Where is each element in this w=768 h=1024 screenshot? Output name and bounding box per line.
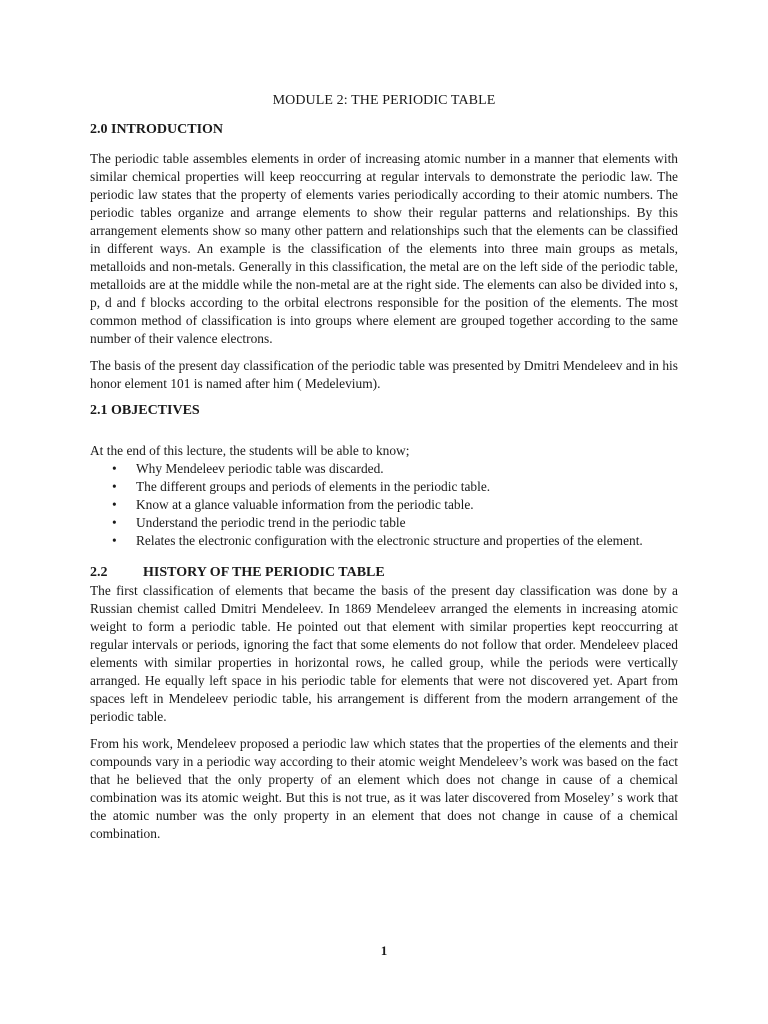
objectives-list [90,460,678,550]
list-item [112,460,678,478]
history-section-number: 2.2 [90,565,108,580]
bullet-icon: • [112,461,117,476]
bullet-icon: • [112,533,117,548]
objective-text: Why Mendeleev periodic table was discarded. [136,461,384,476]
introduction-paragraph-2: The basis of the present day classification of the periodic table was presented by Dmitri Mendeleev and in his honor element 101 is named after him ( Medelevium). [90,358,678,391]
list-item [112,532,678,550]
objectives-intro: At the end of this lecture, the students will be able to know; [90,443,410,458]
history-heading-text: HISTORY OF THE PERIODIC TABLE [143,565,385,580]
list-item [112,514,678,532]
introduction-heading: 2.0 INTRODUCTION [90,122,224,137]
objective-text: Understand the periodic trend in the periodic table [136,515,406,530]
history-heading [90,564,678,582]
bullet-icon: • [112,497,117,512]
list-item [112,478,678,496]
module-title: MODULE 2: THE PERIODIC TABLE [272,93,496,108]
bullet-icon: • [112,479,117,494]
history-paragraph-2: From his work, Mendeleev proposed a periodic law which states that the properties of the elements and their compounds vary in a periodic way according to their atomic weight Mendeleev’s work was based on the fact that he believed that the only property of an element which does not change in cause of a chemical combination was its atomic weight. But this is not true, as it was later discovered from Moseley’ s work that the atomic number was the only property in an element that does not change in cause of a chemical combination. [90,736,678,841]
list-item [112,496,678,514]
page-number: 1 [380,943,388,958]
page-content [90,92,678,852]
objective-text: Know at a glance valuable information from the periodic table. [136,497,474,512]
objective-text: Relates the electronic configuration with the electronic structure and properties of the element. [136,533,643,548]
history-paragraph-1: The first classification of elements that became the basis of the present day classification was done by a Russian chemist called Dmitri Mendeleev. In 1869 Mendeleev arranged the elements in increasing atomic weight to form a periodic table. He pointed out that element with similar properties kept reoccurring at regular intervals or periods, ignoring the fact that some elements do not follow that order. Mendeleev placed elements with similar properties in horizontal rows, he called group, while the periods were vertically arranged. He equally left space in his periodic table for elements that were not discovered yet. Apart from spaces left in Mendeleev periodic table, his arrangement is different from the modern arrangement of the periodic table. [90,583,678,724]
introduction-paragraph-1: The periodic table assembles elements in order of increasing atomic number in a manner that elements with similar chemical properties will keep reoccurring at regular intervals to demonstrate the periodic law. The periodic law states that the property of elements varies periodically according to their atomic numbers. The periodic tables organize and arrange elements to show their regular patterns and relationships. By this arrangement elements show so many other pattern and relationships such that the elements can be classified in different ways. An example is the classification of the elements into three main groups as metals, metalloids and non-metals. Generally in this classification, the metal are on the left side of the periodic table, metalloids are at the middle while the non-metal are at the right side. The elements can also be divided into s, p, d and f blocks according to the orbital electrons responsible for the position of the elements. The most common method of classification is into groups where element are grouped together according to the same number of their valence electrons. [90,151,678,346]
objective-text: The different groups and periods of elements in the periodic table. [136,479,491,494]
bullet-icon: • [112,515,117,530]
objectives-heading: 2.1 OBJECTIVES [90,403,200,418]
